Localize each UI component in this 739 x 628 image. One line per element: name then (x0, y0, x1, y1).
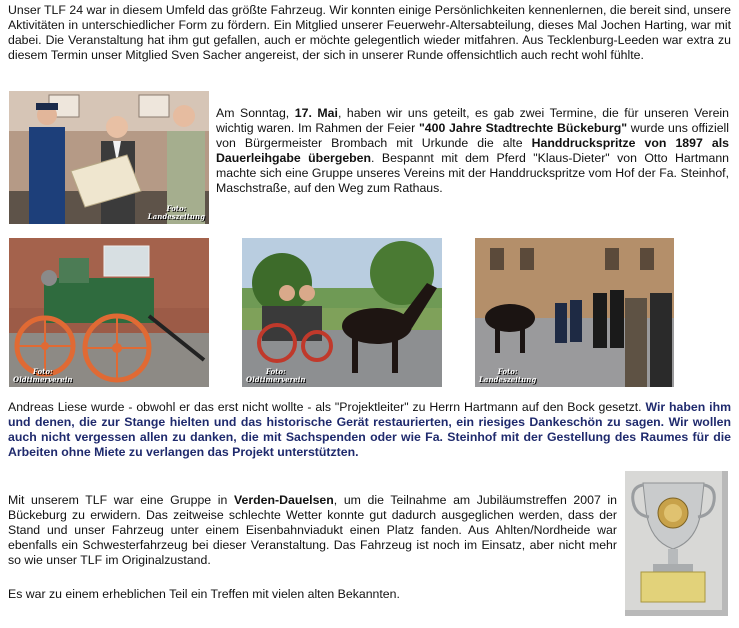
photo-credit: Foto: Landeszeitung (147, 204, 205, 221)
photo-credit: Foto: Oldtimerverein (246, 367, 306, 384)
photo-rathaus (475, 238, 674, 387)
liese-paragraph: Andreas Liese wurde - obwohl er das erst nicht wollte - als "Projektleiter" zu Herrn Hartmann auf den Bock gesetzt. Wir haben ihm und denen, die zur Stange hielten und das historische Gerät restaurierten, ein riesiges Dankeschön zu sagen. Wir wollen auch nicht vergessen allen zu danken, die mit Sachspenden oder wie Fa. Steinhof mit der Gestellung des Raumes für die Arbeiten ohne Miete zu verlangen das Projekt unterstützten. (8, 400, 732, 460)
photo-hand-pump (9, 238, 209, 387)
may17-paragraph: Am Sonntag, 17. Mai, haben wir uns geteilt, es gab zwei Termine, die für unseren Verein wichtig waren. Im Rahmen der Feier "400 Jahre Stadtrechte Bückeburg" wurde uns offiziell von Bürgermeister Brombach mit Urkunde die alte Handdruckspritze von 1897 als Dauerleihgabe übergeben. Bespannt mit dem Pferd "Klaus-Dieter" von Otto Hartmann machte sich eine Gruppe unseres Vereins mit der Handdruckspritze vom Hof der Fa. Steinhof, Maschstraße, auf den Weg zum Rathaus. (216, 106, 729, 196)
photo-horse-carriage (242, 238, 442, 387)
photo-ceremony (9, 91, 209, 224)
trophy-image (625, 471, 722, 610)
verden-paragraph: Mit unserem TLF war eine Gruppe in Verden-Dauelsen, um die Teilnahme am Jubiläumstreffen 2007 in Bückeburg zu erwidern. Das zeitweise schlechte Wetter konnte gut dadurch ausgeglichen werden, dass der Stand und unser Fahrzeug unter einem Eisenbahnviadukt einen Platz fanden. Aus Ahlten/Nordheide war ebenfalls ein Schwesterfahrzeug bei dieser Veranstaltung. Das Fahrzeug ist noch im Einsatz, aber nicht mehr so wie unser TLF im Originalzustand. (8, 493, 617, 568)
closing-paragraph: Es war zu einem erheblichen Teil ein Treffen mit vielen alten Bekannten. (8, 587, 400, 601)
photo-credit: Foto: Oldtimerverein (13, 367, 73, 384)
trophy-frame (625, 471, 728, 616)
intro-paragraph: Unser TLF 24 war in diesem Umfeld das größte Fahrzeug. Wir konnten einige Persönlichkeiten kennenlernen, die bereit sind, unsere Aktivitäten in unterschiedlicher Form zu fördern. Ein Mitglied unserer Feuerwehr-Altersabteilung, dieses Mal Jochen Harting, war mit dabei. Die Veranstaltung hat ihm gut gefallen, auch er möchte gelegentlich wieder mitfahren. Aus Tecklenburg-Leeden war extra zu diesem Termin unser Mitglied Sven Sacher angereist, der sich in unserer Runde offensichtlich auch recht wohl fühlte. (8, 3, 731, 63)
photo-credit: Foto: Landeszeitung (479, 367, 537, 384)
